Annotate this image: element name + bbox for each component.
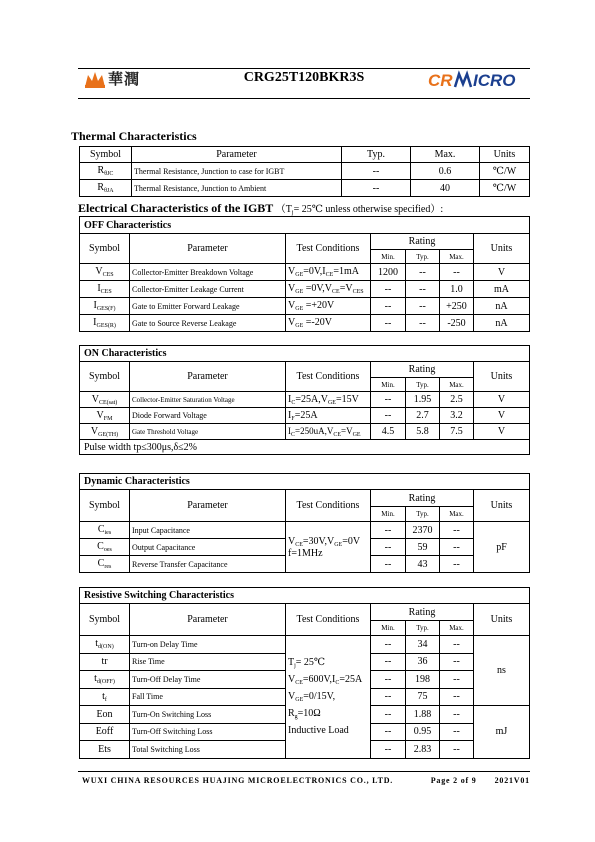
symbol-cell: $V_{CES}$ — [80, 264, 130, 281]
table-row — [80, 424, 530, 440]
parameter-cell: Gate to Emitter Forward Leakage — [130, 298, 286, 315]
test-cell: $I_F=25A$ — [286, 408, 371, 424]
unit-cell: V — [474, 264, 530, 281]
th-symbol: Symbol — [80, 362, 130, 392]
th-symbol: Symbol — [80, 234, 130, 264]
table-row — [80, 163, 530, 180]
th-min: Min. — [371, 250, 406, 264]
unit-cell: V — [474, 392, 530, 408]
parameter-cell: Diode Forward Voltage — [130, 408, 286, 424]
th-typ: Typ. — [406, 507, 440, 522]
min-cell: -- — [371, 741, 406, 759]
symbol-cell: $C_{res}$ — [80, 556, 130, 573]
parameter-cell: Reverse Transfer Capacitance — [130, 556, 286, 573]
symbol-cell: $R_{\theta JA}$ — [80, 180, 132, 197]
unit-cell: V — [474, 408, 530, 424]
typ-cell: 75 — [406, 688, 440, 706]
symbol-cell: Eon — [80, 706, 130, 724]
test-cell: $V_{GE}=0V,I_{CE}=1mA$ — [286, 264, 371, 281]
symbol-cell: $t_{d(OFF)}$ — [80, 671, 130, 689]
symbol-cell: $V_{GE(TH)}$ — [80, 424, 130, 440]
symbol-cell: $V_{FM}$ — [80, 408, 130, 424]
max-cell: 2.5 — [440, 392, 474, 408]
max-cell: 1.0 — [440, 281, 474, 298]
parameter-cell: Input Capacitance — [130, 522, 286, 539]
typ-cell: 0.95 — [406, 723, 440, 741]
symbol-cell: Eoff — [80, 723, 130, 741]
min-cell: -- — [371, 298, 406, 315]
unit-cell: nA — [474, 298, 530, 315]
typ-cell: 2.83 — [406, 741, 440, 759]
min-cell: 1200 — [371, 264, 406, 281]
th-max: Max. — [440, 250, 474, 264]
min-cell: -- — [371, 539, 406, 556]
th-max: Max. — [440, 378, 474, 392]
parameter-cell: Total Switching Loss — [130, 741, 286, 759]
test-cell: $I_C=250uA,V_{CE}=V_{GE}$ — [286, 424, 371, 440]
th-units: Units — [474, 490, 530, 522]
parameter-cell: Turn-Off Delay Time — [130, 671, 286, 689]
min-cell: -- — [371, 706, 406, 724]
th-parameter: Parameter — [130, 490, 286, 522]
th-typ: Typ. — [342, 147, 411, 163]
parameter-cell: Collector-Emitter Leakage Current — [130, 281, 286, 298]
test-cell: $I_C=25A,V_{GE}=15V$ — [286, 392, 371, 408]
min-cell: -- — [371, 522, 406, 539]
th-symbol: Symbol — [80, 147, 132, 163]
company-name-cn: 華潤 — [108, 70, 141, 88]
footer-page: Page 2 of 9 — [430, 776, 477, 785]
parameter-cell: Fall Time — [130, 688, 286, 706]
parameter-cell: Collector-Emitter Saturation Voltage — [130, 392, 286, 408]
symbol-cell: $t_f$ — [80, 688, 130, 706]
min-cell: -- — [371, 653, 406, 671]
th-min: Min. — [371, 621, 406, 636]
th-rating: Rating — [371, 604, 474, 621]
typ-cell: -- — [342, 163, 411, 180]
off-title: OFF Characteristics — [80, 217, 530, 234]
th-symbol: Symbol — [80, 490, 130, 522]
table-row — [80, 180, 530, 197]
max-cell: -- — [440, 688, 474, 706]
unit-cell: mA — [474, 281, 530, 298]
symbol-cell: $R_{\theta JC}$ — [80, 163, 132, 180]
symbol-cell: $C_{ies}$ — [80, 522, 130, 539]
test-cell: $V_{GE} =+20V$ — [286, 298, 371, 315]
test-cell: $T_j=$ 25℃ $V_{CE}=600V,I_C=25A$ $V_{GE}=0/15V$, $R_g=10\Omega$ Inductive Load — [286, 636, 371, 759]
unit-cell: ℃/W — [480, 180, 530, 197]
max-cell: -- — [440, 636, 474, 654]
th-units: Units — [474, 362, 530, 392]
typ-cell: 2.7 — [406, 408, 440, 424]
switching-title: Resistive Switching Characteristics — [80, 588, 530, 604]
thermal-table — [79, 146, 530, 197]
header-rule-bottom — [78, 98, 530, 99]
typ-cell: -- — [406, 315, 440, 332]
th-test-conditions: Test Conditions — [286, 362, 371, 392]
table-row — [80, 264, 530, 281]
footer-version: 2021V01 — [494, 776, 530, 785]
th-symbol: Symbol — [80, 604, 130, 636]
typ-cell: 1.88 — [406, 706, 440, 724]
switching-table — [79, 587, 530, 759]
max-cell: -250 — [440, 315, 474, 332]
table-row — [80, 315, 530, 332]
typ-cell: 59 — [406, 539, 440, 556]
cr-micro-logo-icon — [428, 70, 528, 90]
typ-cell: -- — [342, 180, 411, 197]
electrical-title: Electrical Characteristics of the IGBT （$T_j=$ 25℃ unless otherwise specified）: — [78, 201, 444, 216]
max-cell: -- — [440, 741, 474, 759]
th-test-conditions: Test Conditions — [286, 234, 371, 264]
table-row — [80, 522, 530, 539]
th-parameter: Parameter — [130, 362, 286, 392]
part-number: CRG25T120BKR3S — [243, 70, 365, 85]
max-cell: -- — [440, 723, 474, 741]
max-cell: 3.2 — [440, 408, 474, 424]
page-header — [78, 60, 530, 102]
th-max: Max. — [440, 621, 474, 636]
typ-cell: -- — [406, 264, 440, 281]
typ-cell: 1.95 — [406, 392, 440, 408]
unit-cell: V — [474, 424, 530, 440]
off-table — [79, 216, 530, 332]
th-typ: Typ. — [406, 250, 440, 264]
min-cell: -- — [371, 392, 406, 408]
max-cell: -- — [440, 653, 474, 671]
typ-cell: 43 — [406, 556, 440, 573]
on-table — [79, 345, 530, 455]
parameter-cell: Thermal Resistance, Junction to case for IGBT — [132, 163, 342, 180]
symbol-cell: $C_{oes}$ — [80, 539, 130, 556]
parameter-cell: Output Capacitance — [130, 539, 286, 556]
typ-cell: -- — [406, 281, 440, 298]
table-row — [80, 408, 530, 424]
brand-logo — [428, 70, 528, 95]
symbol-cell: $I_{GES(R)}$ — [80, 315, 130, 332]
symbol-cell: $t_{d(ON)}$ — [80, 636, 130, 654]
typ-cell: 2370 — [406, 522, 440, 539]
max-cell: 7.5 — [440, 424, 474, 440]
unit-cell: ns — [474, 636, 530, 706]
dynamic-table — [79, 473, 530, 573]
max-cell: -- — [440, 556, 474, 573]
unit-cell: mJ — [474, 706, 530, 759]
min-cell: -- — [371, 723, 406, 741]
parameter-cell: Turn-On Switching Loss — [130, 706, 286, 724]
th-units: Units — [474, 604, 530, 636]
max-cell: 0.6 — [411, 163, 480, 180]
th-max: Max. — [411, 147, 480, 163]
thermal-title: Thermal Characteristics — [71, 129, 197, 143]
parameter-cell: Collector-Emitter Breakdown Voltage — [130, 264, 286, 281]
parameter-cell: Rise Time — [130, 653, 286, 671]
parameter-cell: Gate Threshold Voltage — [130, 424, 286, 440]
min-cell: 4.5 — [371, 424, 406, 440]
table-row — [80, 392, 530, 408]
th-rating: Rating — [371, 234, 474, 250]
min-cell: -- — [371, 408, 406, 424]
max-cell: -- — [440, 706, 474, 724]
th-max: Max. — [440, 507, 474, 522]
max-cell: -- — [440, 522, 474, 539]
on-title: ON Characteristics — [80, 346, 530, 362]
pulse-note: Pulse width tp≤300μs,δ≤2% — [80, 440, 530, 455]
table-row — [80, 636, 530, 654]
th-rating: Rating — [371, 490, 474, 507]
header-rule-top — [78, 68, 530, 69]
min-cell: -- — [371, 281, 406, 298]
table-row — [80, 298, 530, 315]
th-min: Min. — [371, 378, 406, 392]
parameter-cell: Turn-on Delay Time — [130, 636, 286, 654]
dynamic-title: Dynamic Characteristics — [80, 474, 530, 490]
th-rating: Rating — [371, 362, 474, 378]
typ-cell: 34 — [406, 636, 440, 654]
th-units: Units — [474, 234, 530, 264]
typ-cell: 198 — [406, 671, 440, 689]
th-parameter: Parameter — [130, 234, 286, 264]
th-units: Units — [480, 147, 530, 163]
min-cell: -- — [371, 636, 406, 654]
test-cell: $V_{CE}=30V,V_{GE}=0V$ f=1MHz — [286, 522, 371, 573]
symbol-cell: $V_{CE(sat)}$ — [80, 392, 130, 408]
th-parameter: Parameter — [132, 147, 342, 163]
symbol-cell: Ets — [80, 741, 130, 759]
max-cell: 40 — [411, 180, 480, 197]
max-cell: -- — [440, 671, 474, 689]
min-cell: -- — [371, 315, 406, 332]
max-cell: -- — [440, 539, 474, 556]
svg-text:CR: CR — [428, 71, 453, 90]
max-cell: +250 — [440, 298, 474, 315]
th-test-conditions: Test Conditions — [286, 604, 371, 636]
unit-cell: ℃/W — [480, 163, 530, 180]
parameter-cell: Thermal Resistance, Junction to Ambient — [132, 180, 342, 197]
th-parameter: Parameter — [130, 604, 286, 636]
test-cell: $V_{GE} =0V,V_{CE}=V_{CES}$ — [286, 281, 371, 298]
typ-cell: -- — [406, 298, 440, 315]
max-cell: -- — [440, 264, 474, 281]
th-typ: Typ. — [406, 621, 440, 636]
symbol-cell: $I_{CES}$ — [80, 281, 130, 298]
parameter-cell: Gate to Source Reverse Leakage — [130, 315, 286, 332]
footer-rule — [78, 771, 530, 772]
footer-company: WUXI CHINA RESOURCES HUAJING MICROELECTRONICS CO., LTD. — [82, 776, 394, 785]
unit-cell: pF — [474, 522, 530, 573]
svg-text:ICRO: ICRO — [473, 71, 516, 90]
symbol-cell: $I_{GES(F)}$ — [80, 298, 130, 315]
min-cell: -- — [371, 688, 406, 706]
th-test-conditions: Test Conditions — [286, 490, 371, 522]
table-row — [80, 281, 530, 298]
unit-cell: nA — [474, 315, 530, 332]
th-min: Min. — [371, 507, 406, 522]
typ-cell: 5.8 — [406, 424, 440, 440]
parameter-cell: Turn-Off Switching Loss — [130, 723, 286, 741]
th-typ: Typ. — [406, 378, 440, 392]
page-footer — [82, 776, 530, 785]
test-cell: $V_{GE} =-20V$ — [286, 315, 371, 332]
min-cell: -- — [371, 556, 406, 573]
min-cell: -- — [371, 671, 406, 689]
typ-cell: 36 — [406, 653, 440, 671]
symbol-cell: tr — [80, 653, 130, 671]
